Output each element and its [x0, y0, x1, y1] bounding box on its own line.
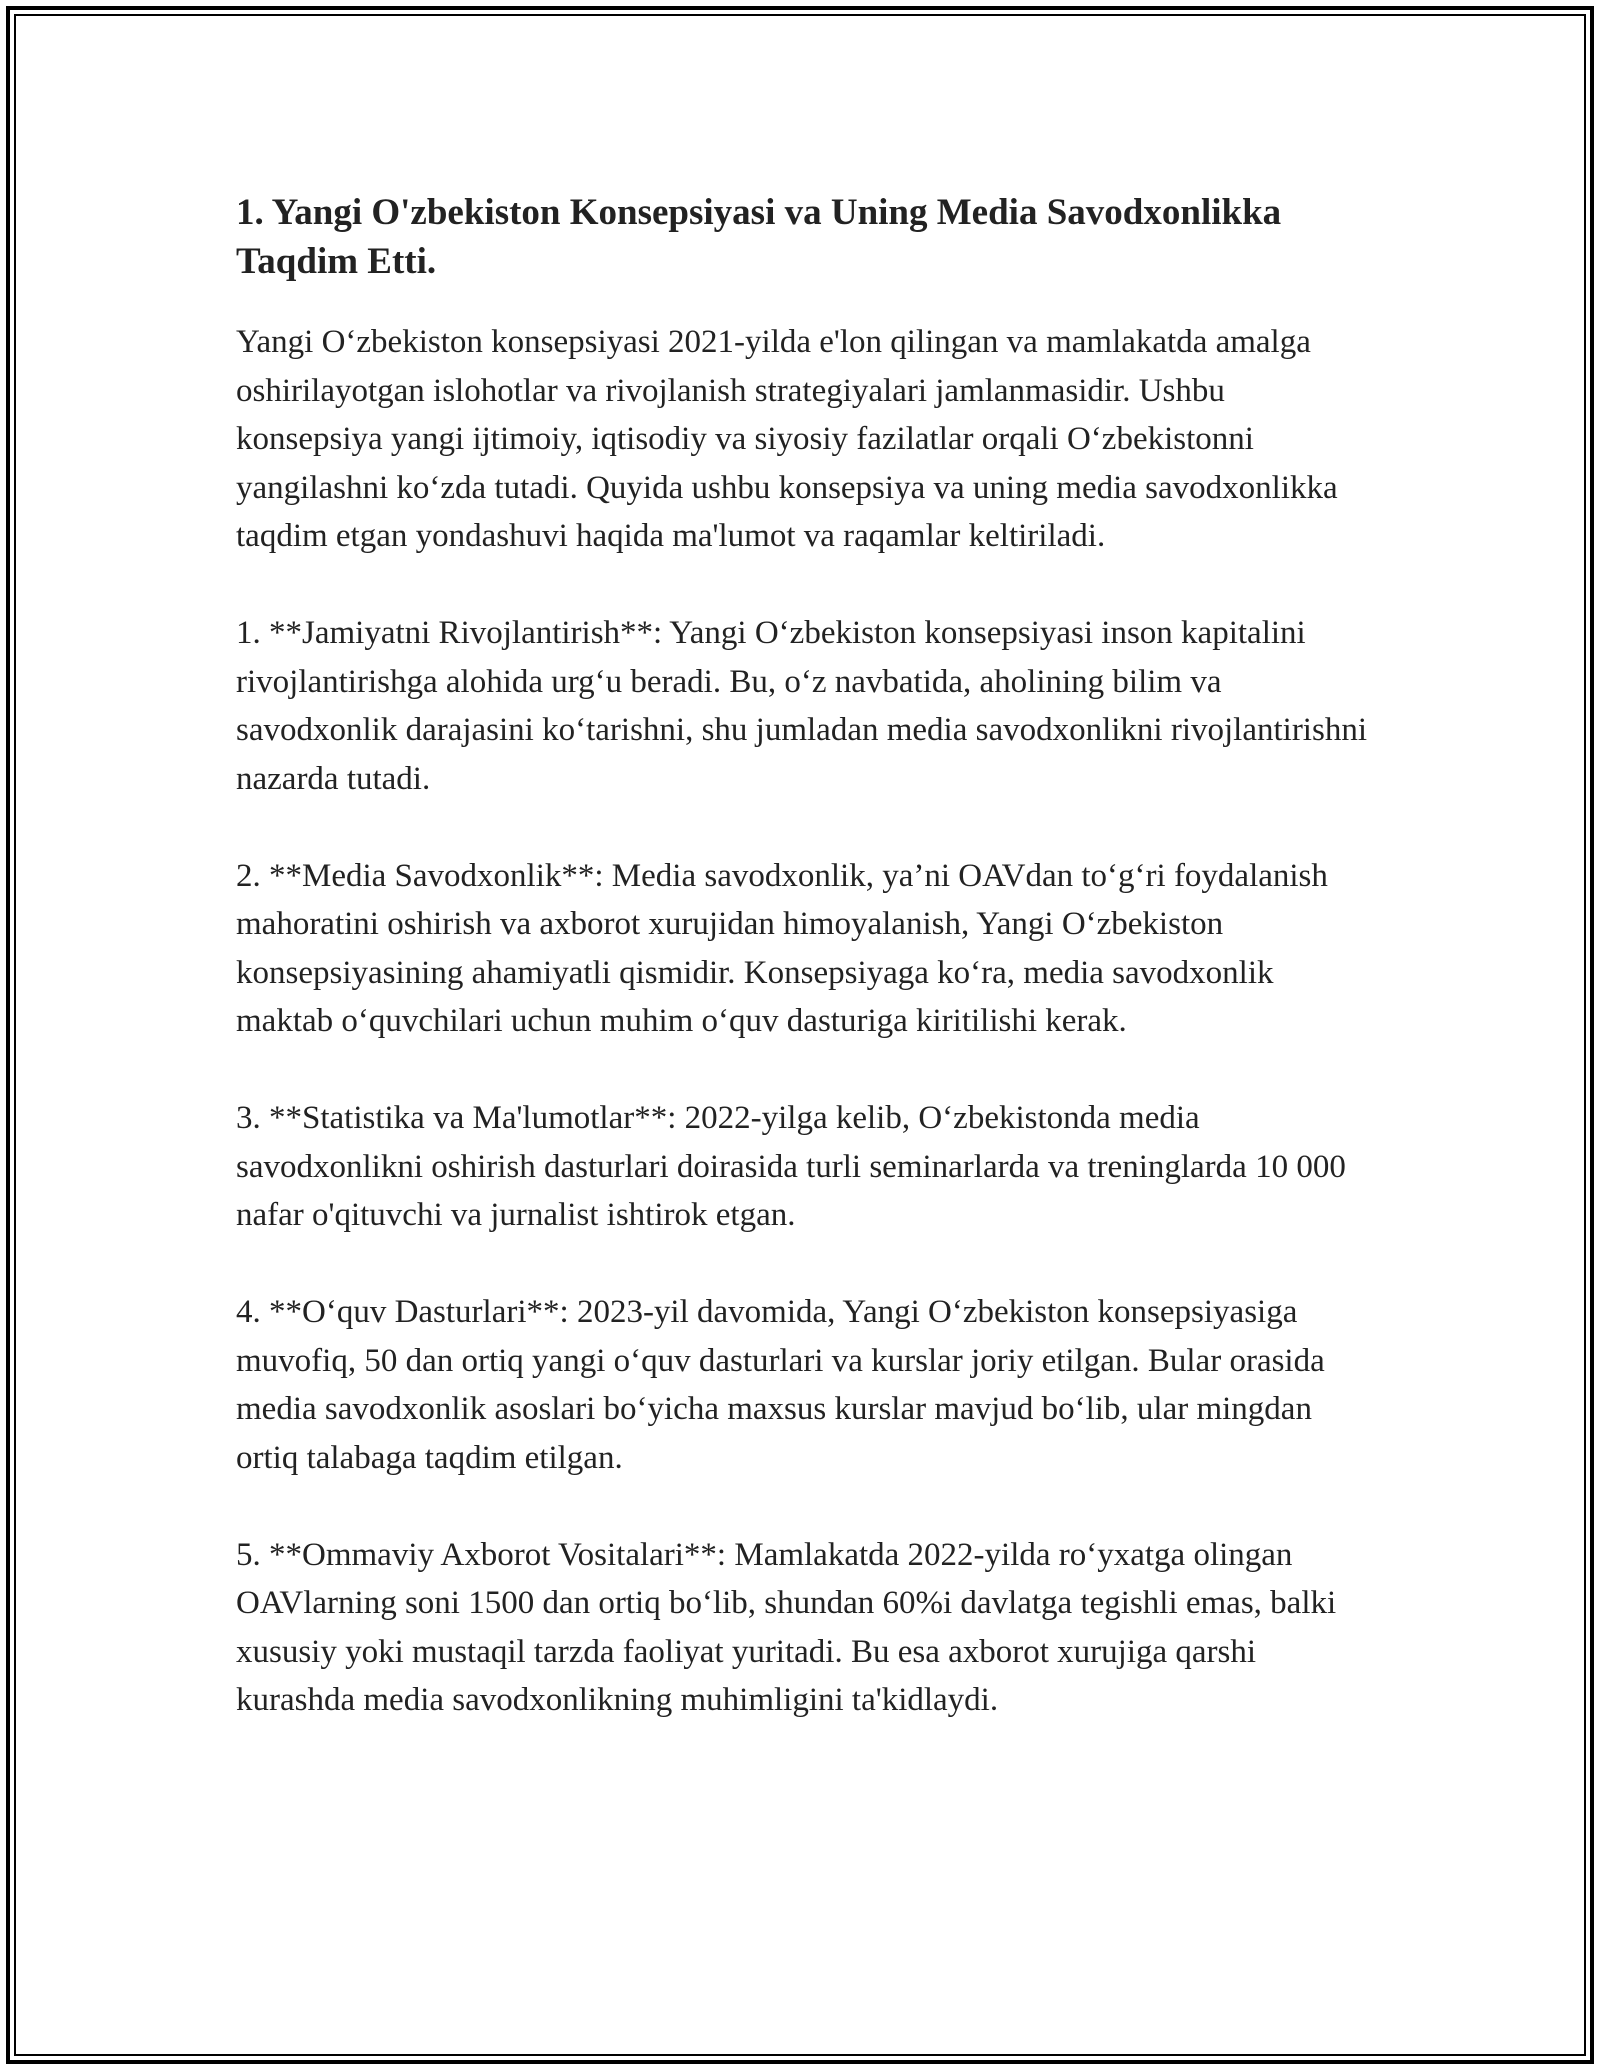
intro-paragraph: Yangi O‘zbekiston konsepsiyasi 2021-yilda e'lon qilingan va mamlakatda amalga oshirilayotgan islohotlar va rivojlanish strategiyalari jamlanmasidir. Ushbu konsepsiya yangi ijtimoiy, iqtisodiy va siyosiy fazilatlar orqali O‘zbekistonni yangilashni ko‘zda tutadi. Quyida ushbu konsepsiya va uning media savodxonlikka taqdim etgan yondashuvi haqida ma'lumot va raqamlar keltiriladi. [236, 324, 1338, 555]
list-item-5: 5. **Ommaviy Axborot Vositalari**: Mamlakatda 2022-yilda ro‘yxatga olingan OAVlarning soni 1500 dan ortiq bo‘lib, shundan 60%i davlatga tegishli emas, balki xususiy yoki mustaqil tarzda faoliyat yuritadi. Bu esa axborot xurujiga qarshi kurashda media savodxonlikning muhimligini ta'kidlaydi. [236, 1536, 1337, 1719]
list-item-4: 4. **O‘quv Dasturlari**: 2023-yil davomida, Yangi O‘zbekiston konsepsiyasiga muvofiq, 50 dan ortiq yangi o‘quv dasturlari va kurslar joriy etilgan. Bular orasida media savodxonlik asoslari bo‘yicha maxsus kurslar mavjud bo‘lib, ular mingdan ortiq talabaga taqdim etilgan. [236, 1294, 1325, 1476]
document-heading: 1. Yangi O'zbekiston Konsepsiyasi va Uning Media Savodxonlikka Taqdim Etti. [236, 192, 1282, 283]
list-item-1: 1. **Jamiyatni Rivojlantirish**: Yangi O‘zbekiston konsepsiyasi inson kapitalini rivojlantirishga alohida urg‘u beradi. Bu, o‘z navbatida, aholining bilim va savodxonlik darajasini ko‘tarishni, shu jumladan media savodxonlikni rivojlantirishni nazarda tutadi. [236, 615, 1367, 797]
list-item-3: 3. **Statistika va Ma'lumotlar**: 2022-yilga kelib, O‘zbekistonda media savodxonlikni oshirish dasturlari doirasida turli seminarlarda va treninglarda 10 000 nafar o'qituvchi va jurnalist ishtirok etgan. [236, 1100, 1346, 1234]
list-item-2: 2. **Media Savodxonlik**: Media savodxonlik, ya’ni OAVdan to‘g‘ri foydalanish mahoratini oshirish va axborot xurujidan himoyalanish, Yangi O‘zbekiston konsepsiyasining ahamiyatli qismidir. Konsepsiyaga ko‘ra, media savodxonlik maktab o‘quvchilari uchun muhim o‘quv dasturiga kiritilishi kerak. [236, 857, 1328, 1040]
document-body [236, 188, 1376, 1725]
